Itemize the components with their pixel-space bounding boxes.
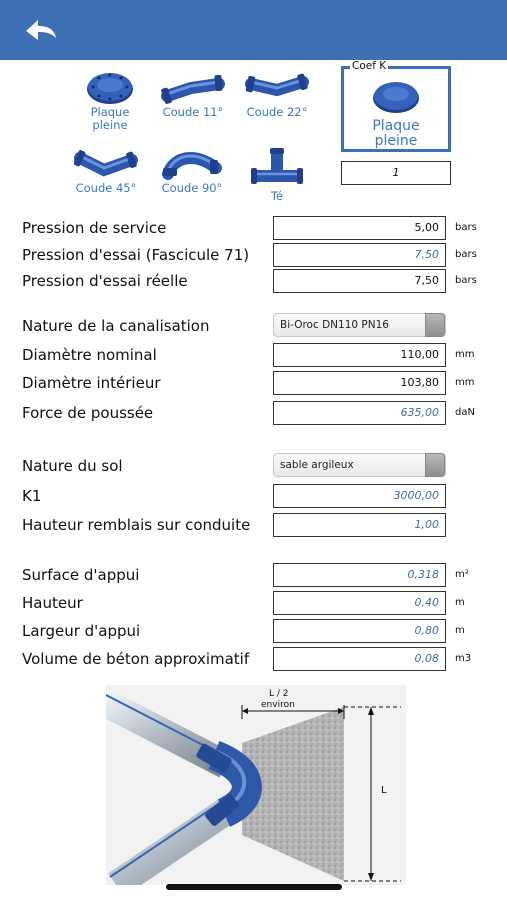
coef-k-title: Coef K xyxy=(352,60,387,72)
height-value: 0,40 xyxy=(273,591,446,615)
concrete-volume-label: Volume de béton approximatif xyxy=(22,650,250,668)
thrust-block-diagram xyxy=(106,685,406,885)
fitting-elbow-45[interactable] xyxy=(70,146,142,195)
fitting-label: pleine xyxy=(92,118,128,132)
fitting-tee[interactable] xyxy=(241,146,313,203)
unit-label: daN xyxy=(455,407,475,418)
coef-selected-line: pleine xyxy=(374,133,418,149)
fitting-elbow-22[interactable] xyxy=(241,70,313,119)
soil-nature-label: Nature du sol xyxy=(22,457,123,475)
pipe-nature-select[interactable] xyxy=(273,313,446,337)
coef-k-value: 1 xyxy=(341,161,451,185)
unit-label: m² xyxy=(455,569,469,580)
unit-label: mm xyxy=(455,349,475,360)
flange-plate-icon xyxy=(371,79,421,115)
fitting-label: Coude 22° xyxy=(246,105,308,119)
fitting-label: Plaque xyxy=(90,105,130,119)
unit-label: bars xyxy=(455,222,477,233)
inner-diameter-label: Diamètre intérieur xyxy=(22,374,161,392)
thrust-force-value: 635,00 xyxy=(273,401,446,425)
support-width-label: Largeur d'appui xyxy=(22,622,141,640)
elbow-45-icon xyxy=(74,146,138,182)
back-button[interactable] xyxy=(22,16,62,46)
approx-label: environ xyxy=(261,700,295,710)
fitting-flange-plate[interactable] xyxy=(74,70,146,132)
concrete-volume-value: 0,08 xyxy=(273,647,446,671)
fitting-label: Coude 45° xyxy=(75,181,137,195)
unit-label: m xyxy=(455,625,465,636)
thrust-block-illustration xyxy=(106,685,406,885)
dropdown-handle-icon xyxy=(425,453,445,477)
test-pressure-value: 7,50 xyxy=(273,243,446,267)
top-bar xyxy=(0,0,507,60)
unit-label: m3 xyxy=(455,653,472,664)
k1-value: 3000,00 xyxy=(273,484,446,508)
height-label: Hauteur xyxy=(22,594,83,612)
k1-label: K1 xyxy=(22,487,42,505)
real-pressure-input[interactable]: 7,50 xyxy=(273,269,446,293)
inner-diameter-field: 103,80 xyxy=(273,371,446,395)
unit-label: m xyxy=(455,597,465,608)
tee-icon xyxy=(251,146,303,190)
unit-label: mm xyxy=(455,377,475,388)
fitting-label: Té xyxy=(270,189,284,203)
coef-k-panel xyxy=(341,60,451,152)
coef-selected-label xyxy=(344,119,448,149)
elbow-11-icon xyxy=(161,70,225,106)
real-pressure-label: Pression d'essai réelle xyxy=(22,272,188,290)
select-value: sable argileux xyxy=(280,459,354,471)
support-width-value: 0,80 xyxy=(273,619,446,643)
service-pressure-input[interactable]: 5,00 xyxy=(273,216,446,240)
elbow-90-icon xyxy=(160,146,224,182)
unit-label: bars xyxy=(455,249,477,260)
dropdown-handle-icon xyxy=(425,313,445,337)
pipe-nature-label: Nature de la canalisation xyxy=(22,317,210,335)
service-pressure-label: Pression de service xyxy=(22,219,167,237)
fitting-elbow-90[interactable] xyxy=(156,146,228,195)
flange-plate-icon xyxy=(85,70,135,106)
half-length-label: L / 2 xyxy=(269,689,289,699)
fitting-label: Coude 11° xyxy=(162,105,224,119)
back-arrow-icon xyxy=(22,16,62,46)
support-surface-value: 0,318 xyxy=(273,563,446,587)
support-surface-label: Surface d'appui xyxy=(22,566,140,584)
backfill-height-input[interactable]: 1,00 xyxy=(273,513,446,537)
length-label: L xyxy=(381,785,387,796)
select-value: Bi-Oroc DN110 PN16 xyxy=(280,319,389,331)
nominal-diameter-label: Diamètre nominal xyxy=(22,346,157,364)
soil-nature-select[interactable] xyxy=(273,453,446,477)
fitting-label: Coude 90° xyxy=(161,181,223,195)
unit-label: bars xyxy=(455,275,477,286)
backfill-height-label: Hauteur remblais sur conduite xyxy=(22,516,251,534)
nominal-diameter-field: 110,00 xyxy=(273,343,446,367)
elbow-22-icon xyxy=(245,70,309,106)
home-indicator[interactable] xyxy=(166,884,342,890)
coef-selected-line: Plaque xyxy=(372,118,420,134)
fitting-elbow-11[interactable] xyxy=(157,70,229,119)
test-pressure-label: Pression d'essai (Fascicule 71) xyxy=(22,246,250,264)
thrust-force-label: Force de poussée xyxy=(22,404,154,422)
